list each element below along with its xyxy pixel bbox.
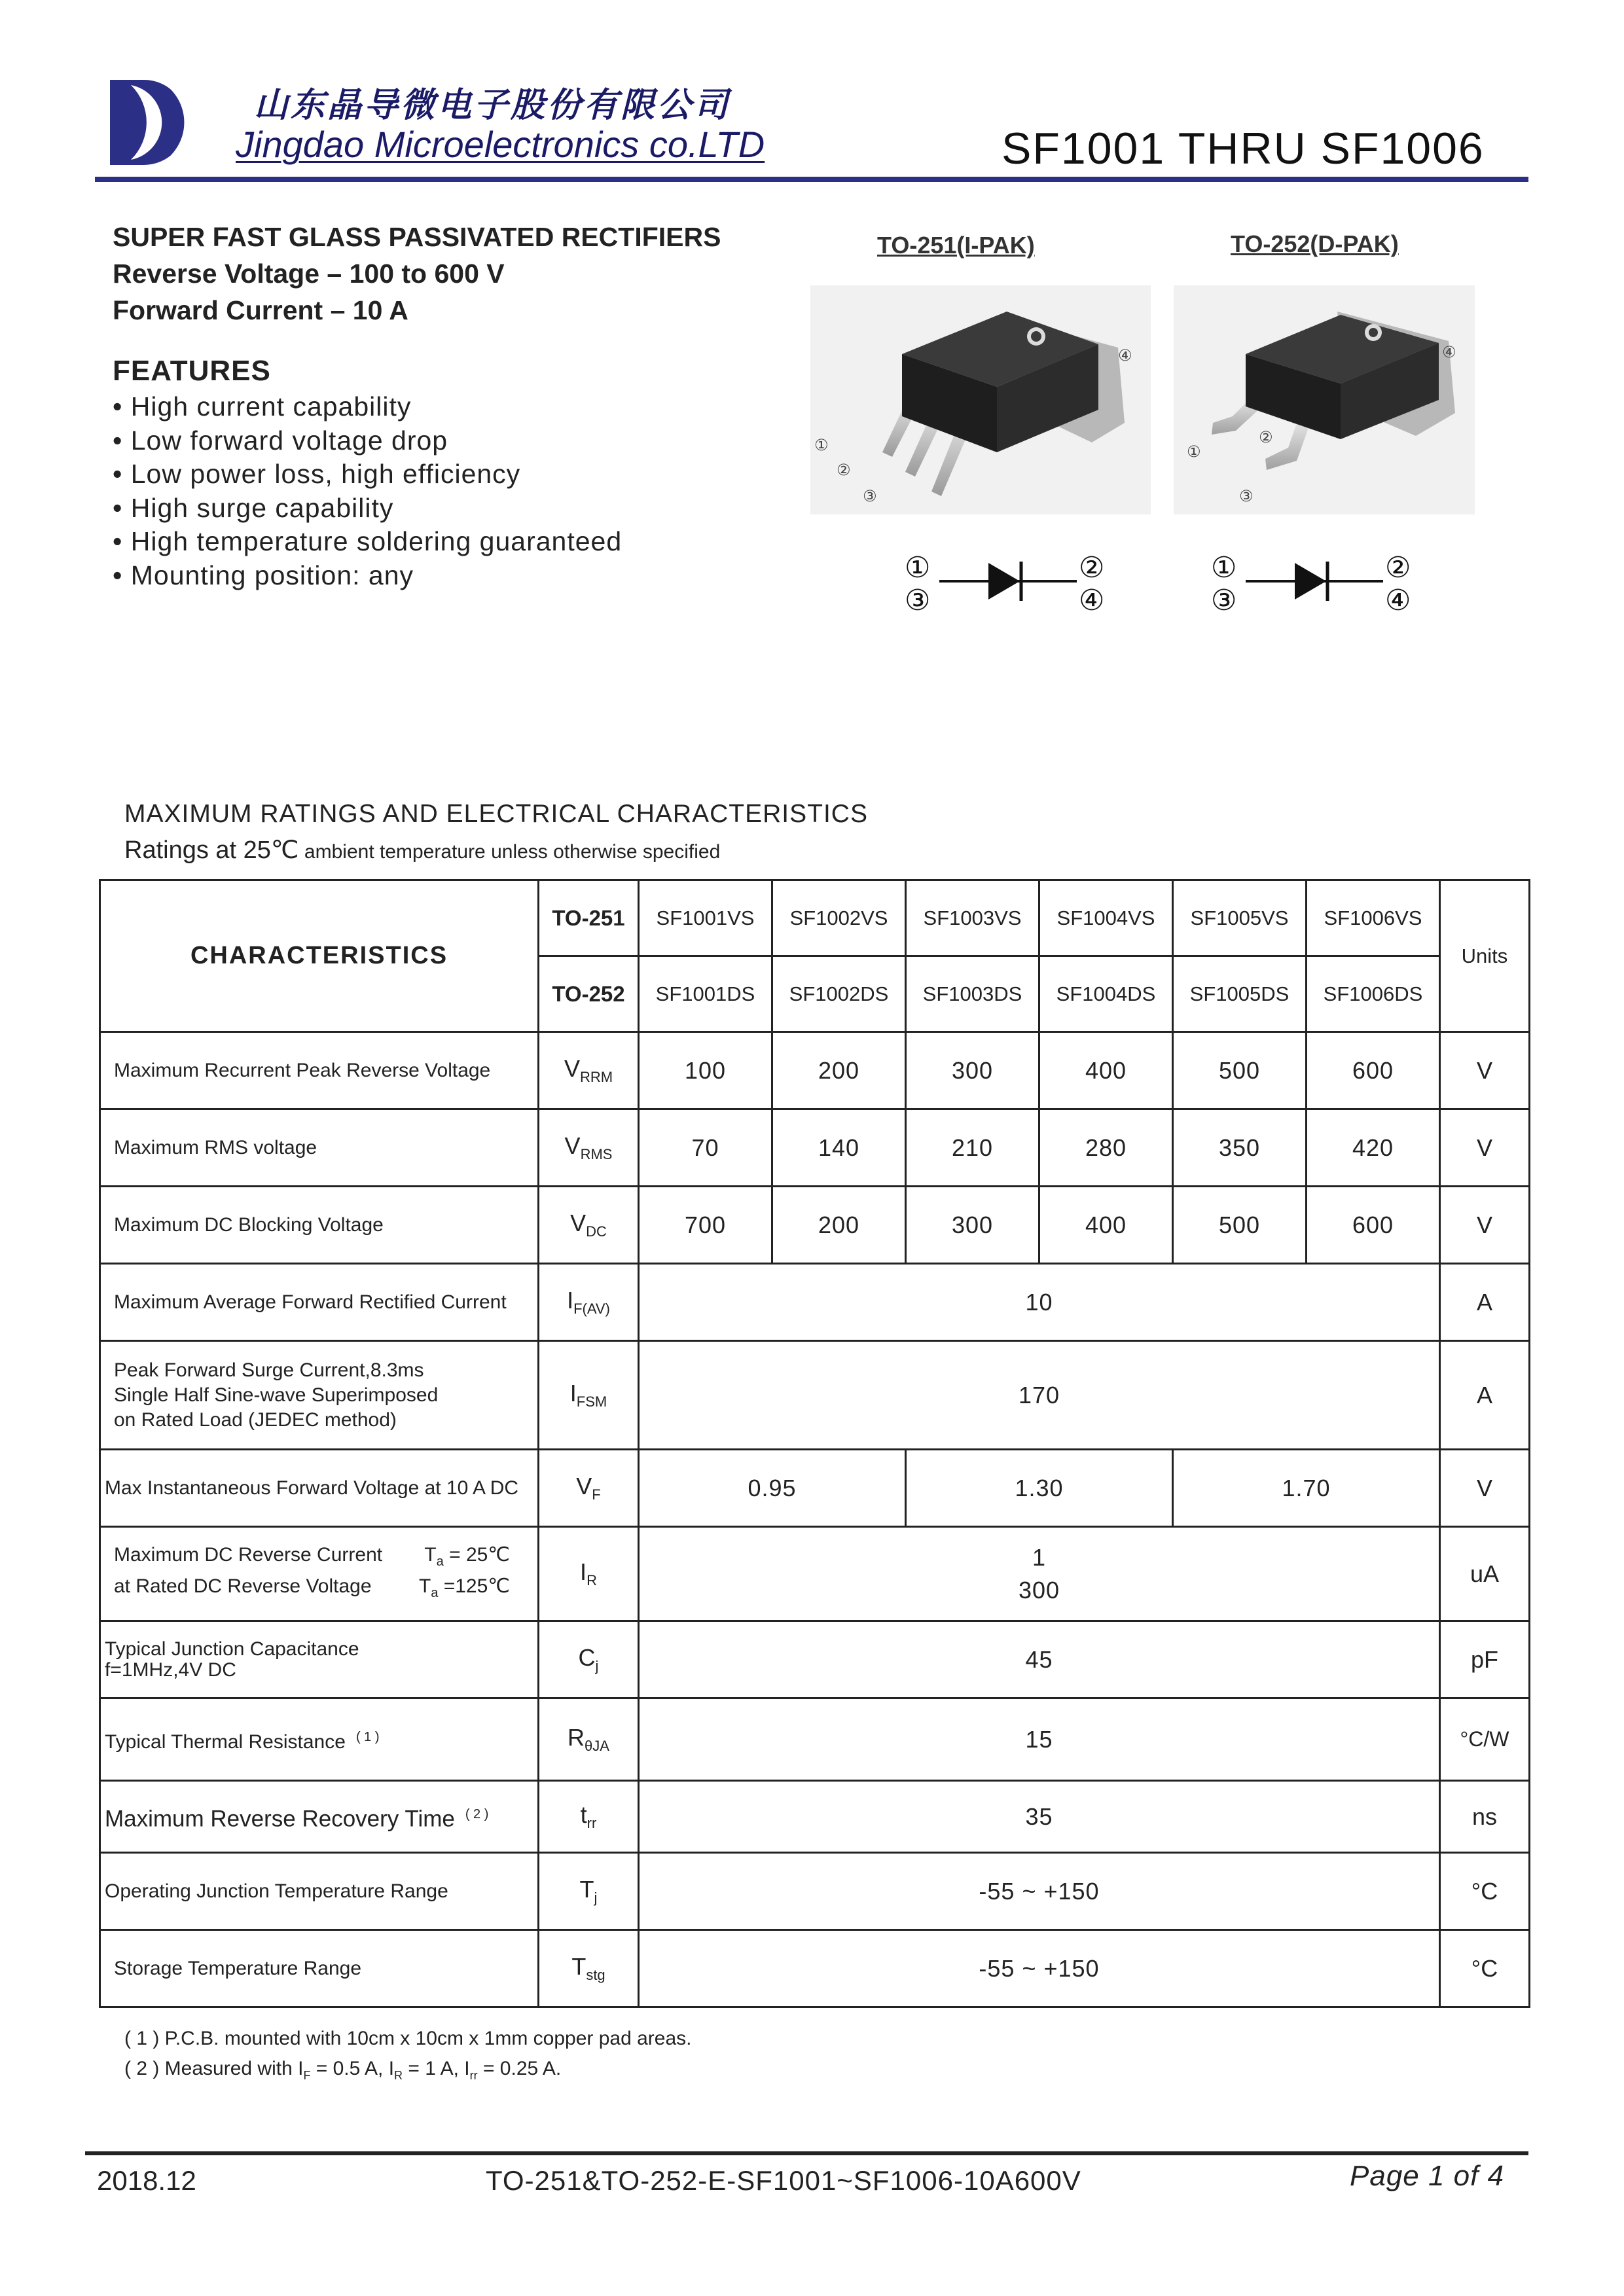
row-description: Operating Junction Temperature Range (100, 1853, 539, 1930)
pin-label: ④ (1079, 584, 1105, 617)
part-number: SF1002VS (772, 880, 906, 956)
row-unit: A (1440, 1341, 1530, 1450)
row-value: 210 (906, 1109, 1039, 1187)
ratings-note-small: ambient temperature unless otherwise specified (298, 841, 721, 863)
table-row (100, 1450, 1530, 1527)
header-row (100, 880, 1530, 956)
feature-item: • Mounting position: any (113, 560, 414, 590)
footnote-2: ( 2 ) Measured with $I_F = 0.5$ A, $I_R = 1$ A, $I_{rr} = 0.25$ A. (124, 2058, 562, 2082)
row-description: Maximum Average Forward Rectified Current (100, 1264, 539, 1341)
feature-item: • Low forward voltage drop (113, 425, 448, 456)
row-unit: V (1440, 1450, 1530, 1527)
feature-item: • Low power loss, high efficiency (113, 459, 521, 489)
pin-label: ② (1259, 428, 1273, 446)
table-row (100, 1264, 1530, 1341)
ratings-title: MAXIMUM RATINGS AND ELECTRICAL CHARACTERISTICS (124, 800, 868, 828)
row-value: 420 (1307, 1109, 1440, 1187)
row-value: 400 (1039, 1187, 1173, 1264)
row-value: 500 (1173, 1187, 1307, 1264)
table-row (100, 1621, 1530, 1698)
footnote-1: ( 1 ) P.C.B. mounted with 10cm x 10cm x 1mm copper pad areas. (124, 2028, 692, 2049)
table-row (100, 1341, 1530, 1450)
feature-item: • High temperature soldering guaranteed (113, 526, 623, 556)
part-number: SF1002DS (772, 956, 906, 1032)
row-value: 1 300 (639, 1527, 1440, 1621)
footer-divider (85, 2151, 1528, 2155)
footer-date: 2018.12 (97, 2165, 196, 2196)
row-value: 600 (1307, 1032, 1440, 1109)
row-value: 400 (1039, 1032, 1173, 1109)
features-list (113, 390, 622, 592)
row-symbol: $C_j$ (539, 1621, 639, 1698)
ratings-note (124, 835, 720, 865)
pin-label: ② (837, 461, 851, 479)
units-header: Units (1440, 880, 1530, 1032)
characteristics-header: CHARACTERISTICS (100, 880, 539, 1032)
features-title: FEATURES (113, 355, 271, 387)
row-value: 200 (772, 1187, 906, 1264)
table-row (100, 1853, 1530, 1930)
row-description: Maximum RMS voltage (100, 1109, 539, 1187)
pin-label: ① (905, 551, 931, 584)
pin-label: ③ (1211, 584, 1237, 617)
row-description: Maximum DC Blocking Voltage (100, 1187, 539, 1264)
row-unit: A (1440, 1264, 1530, 1341)
row-symbol: $R_{\theta JA}$ (539, 1698, 639, 1781)
pin-label: ④ (1118, 346, 1132, 365)
ratings-table (99, 879, 1530, 2008)
row-value: 35 (639, 1781, 1440, 1853)
ratings-note-main: Ratings at 25℃ (124, 836, 299, 864)
row-symbol: $I_{F(AV)}$ (539, 1264, 639, 1341)
row-value: 70 (639, 1109, 772, 1187)
package-header: TO-252 (539, 956, 639, 1032)
part-number: SF1006DS (1307, 956, 1440, 1032)
header-divider (95, 177, 1528, 182)
footer-document-id: TO-251&TO-252-E-SF1001~SF1006-10A600V (486, 2165, 1081, 2196)
row-symbol: $V_{RRM}$ (539, 1032, 639, 1109)
summary-line: Reverse Voltage – 100 to 600 V (113, 259, 505, 289)
pin-label: ① (1211, 551, 1237, 584)
row-value: 1.70 (1173, 1450, 1440, 1527)
to252-package-image (1174, 285, 1475, 514)
pin-label: ④ (1385, 584, 1411, 617)
package-label-to251: TO-251(I-PAK) (877, 232, 1035, 259)
part-number: SF1005DS (1173, 956, 1307, 1032)
part-number: SF1001VS (639, 880, 772, 956)
row-unit: uA (1440, 1527, 1530, 1621)
part-number: SF1003VS (906, 880, 1039, 956)
part-number: SF1001DS (639, 956, 772, 1032)
package-header: TO-251 (539, 880, 639, 956)
row-symbol: $T_j$ (539, 1853, 639, 1930)
row-unit: °C (1440, 1853, 1530, 1930)
row-value: 45 (639, 1621, 1440, 1698)
company-name-cn: 山东晶导微电子股份有限公司 (254, 86, 731, 125)
pin-label: ① (1187, 442, 1201, 461)
pin-label: ③ (905, 584, 931, 617)
pin-label: ② (1079, 551, 1105, 584)
row-description: Maximum DC Reverse Current $T_a$ = 25℃ at Rated DC Reverse Voltage $T_a$ =125℃ (100, 1527, 539, 1621)
row-description: Storage Temperature Range (100, 1930, 539, 2007)
row-symbol: $V_{DC}$ (539, 1187, 639, 1264)
row-symbol: $t_{rr}$ (539, 1781, 639, 1853)
row-unit: V (1440, 1109, 1530, 1187)
table-row (100, 1698, 1530, 1781)
row-value: 170 (639, 1341, 1440, 1450)
row-unit: ns (1440, 1781, 1530, 1853)
to251-package-image (810, 285, 1151, 514)
diode-symbol-to252 (1210, 550, 1419, 622)
row-value: 200 (772, 1032, 906, 1109)
row-value: 500 (1173, 1032, 1307, 1109)
company-logo (105, 73, 203, 171)
row-description: Max Instantaneous Forward Voltage at 10 A DC (100, 1450, 539, 1527)
row-unit: V (1440, 1187, 1530, 1264)
row-symbol: $V_F$ (539, 1450, 639, 1527)
feature-item: • High surge capability (113, 492, 394, 523)
row-value: 280 (1039, 1109, 1173, 1187)
row-description: Maximum Recurrent Peak Reverse Voltage (100, 1032, 539, 1109)
row-description: Maximum Reverse Recovery Time $^{( 2 )}$ (100, 1781, 539, 1853)
footnotes (124, 2024, 691, 2090)
part-number: SF1004DS (1039, 956, 1173, 1032)
row-value: -55 ~ +150 (639, 1930, 1440, 2007)
feature-item: • High current capability (113, 391, 412, 422)
table-row (100, 1032, 1530, 1109)
page-number: Page 1 of 4 (1350, 2160, 1505, 2192)
pin-label: ② (1385, 551, 1411, 584)
pin-label: ① (814, 436, 829, 454)
table-row (100, 1930, 1530, 2007)
row-symbol: $I_R$ (539, 1527, 639, 1621)
row-description: Peak Forward Surge Current,8.3ms Single Half Sine-wave Superimposed on Rated Load (JEDEC method) (100, 1341, 539, 1450)
row-value: 700 (639, 1187, 772, 1264)
row-value: -55 ~ +150 (639, 1853, 1440, 1930)
row-unit: °C (1440, 1930, 1530, 2007)
summary-line: SUPER FAST GLASS PASSIVATED RECTIFIERS (113, 222, 721, 252)
row-description: Typical Thermal Resistance $^{( 1 )}$ (100, 1698, 539, 1781)
row-value: 140 (772, 1109, 906, 1187)
row-value: 1.30 (906, 1450, 1173, 1527)
pin-label: ④ (1442, 343, 1456, 361)
part-number: SF1005VS (1173, 880, 1307, 956)
row-unit: V (1440, 1032, 1530, 1109)
summary-line: Forward Current – 10 A (113, 295, 408, 325)
row-symbol: $I_{FSM}$ (539, 1341, 639, 1450)
pin-label: ③ (1239, 487, 1254, 505)
table-row (100, 1109, 1530, 1187)
row-value: 0.95 (639, 1450, 906, 1527)
diode-symbol-to251 (903, 550, 1113, 622)
row-description: Typical Junction Capacitance f=1MHz,4V DC (100, 1621, 539, 1698)
row-value: 15 (639, 1698, 1440, 1781)
part-number: SF1006VS (1307, 880, 1440, 956)
package-label-to252: TO-252(D-PAK) (1231, 230, 1399, 257)
row-value: 600 (1307, 1187, 1440, 1264)
row-unit: °C/W (1440, 1698, 1530, 1781)
part-title: SF1001 THRU SF1006 (1001, 124, 1485, 173)
company-name-en: Jingdao Microelectronics co.LTD (236, 124, 765, 165)
part-number: SF1004VS (1039, 880, 1173, 956)
row-unit: pF (1440, 1621, 1530, 1698)
row-value: 350 (1173, 1109, 1307, 1187)
table-row (100, 1187, 1530, 1264)
row-symbol: $T_{stg}$ (539, 1930, 639, 2007)
pin-label: ③ (863, 487, 877, 505)
table-row (100, 1781, 1530, 1853)
table-row (100, 1527, 1530, 1621)
row-symbol: $V_{RMS}$ (539, 1109, 639, 1187)
row-value: 300 (906, 1187, 1039, 1264)
row-value: 300 (906, 1032, 1039, 1109)
product-summary (113, 219, 721, 329)
row-value: 100 (639, 1032, 772, 1109)
row-value: 10 (639, 1264, 1440, 1341)
part-number: SF1003DS (906, 956, 1039, 1032)
